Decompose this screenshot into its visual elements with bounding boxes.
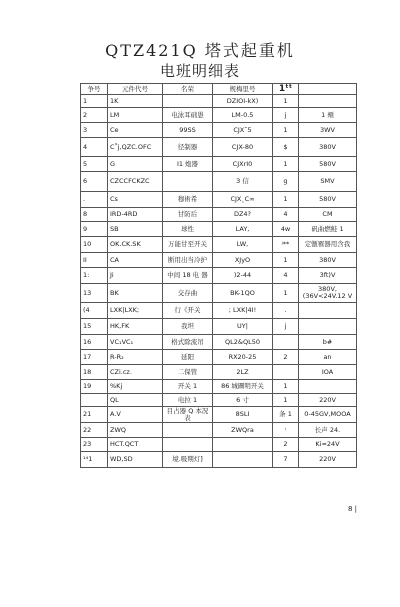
cell-qty: 1 xyxy=(273,394,299,407)
cell-qty: 1 xyxy=(273,157,299,172)
cell-code: LXK|LXK; xyxy=(108,303,163,319)
cell-spec xyxy=(299,95,357,108)
cell-name: 电拉 1 xyxy=(163,394,213,407)
cell-name: 中间 18 电 器 xyxy=(163,268,213,284)
cell-name: 我坦 xyxy=(163,319,213,335)
col-header-no: 争号 xyxy=(81,84,108,95)
cell-code: HK,FK xyxy=(108,319,163,335)
cell-spec: 0-45GV,MOOA xyxy=(299,407,357,423)
cell-no: 1: xyxy=(81,268,108,284)
document-title: QTZ421Q 塔式起重机 xyxy=(105,41,295,60)
cell-qty: ʲ** xyxy=(273,237,299,253)
table-row xyxy=(81,123,357,138)
cell-code: C˚j,QZC.OFC xyxy=(108,138,163,157)
cell-no: 23 xyxy=(81,438,108,452)
col-header-code: 元件代号 xyxy=(108,84,163,95)
cell-code: ZWQ xyxy=(108,423,163,438)
cell-model: QL2&QL50 xyxy=(213,335,273,350)
cell-code: IRD-4RD xyxy=(108,208,163,222)
table-row xyxy=(81,394,357,407)
cell-code: Ce xyxy=(108,123,163,138)
cell-name: 甘防后 xyxy=(163,208,213,222)
cell-name: 延阳 xyxy=(163,350,213,365)
cell-no: 2 xyxy=(81,108,108,123)
cell-no: 17 xyxy=(81,350,108,365)
cell-qty: 1 xyxy=(273,95,299,108)
cell-no: 18 xyxy=(81,365,108,380)
cell-model: DZ4? xyxy=(213,208,273,222)
table-row xyxy=(81,95,357,108)
cell-code: VC₁VC₁ xyxy=(108,335,163,350)
cell-model: 86 城圖明开关 xyxy=(213,380,273,394)
cell-code: LM xyxy=(108,108,163,123)
cell-name xyxy=(163,438,213,452)
cell-no: ¹⁴1 xyxy=(81,452,108,468)
cell-qty: g xyxy=(273,172,299,192)
col-header-qty: 1ᵗᵗ xyxy=(273,84,299,95)
cell-no: II xyxy=(81,253,108,268)
col-header-spec xyxy=(299,84,357,95)
cell-model: 8SLI xyxy=(213,407,273,423)
cell-spec: 580V xyxy=(299,157,357,172)
cell-name: 格式除流吊 xyxy=(163,335,213,350)
cell-model: CJX˛C∞ xyxy=(213,192,273,208)
cell-model: 6 寸 xyxy=(213,394,273,407)
cell-code: Ji xyxy=(108,268,163,284)
cell-model: XJyO xyxy=(213,253,273,268)
cell-no: 9 xyxy=(81,222,108,237)
cell-spec: Ki≈24V xyxy=(299,438,357,452)
col-header-name: 名荣 xyxy=(163,84,213,95)
cell-no: 15 xyxy=(81,319,108,335)
cell-code: OK.CK.SK xyxy=(108,237,163,253)
cell-model: DZIOI-kX) xyxy=(213,95,273,108)
table-row xyxy=(81,380,357,394)
table-row xyxy=(81,350,357,365)
cell-name: I1 炮器 xyxy=(163,157,213,172)
cell-code: G xyxy=(108,157,163,172)
page-number: 8 | xyxy=(348,505,358,513)
cell-qty: 1 xyxy=(273,253,299,268)
table-row xyxy=(81,222,357,237)
cell-qty: 4 xyxy=(273,268,299,284)
cell-code: SB xyxy=(108,222,163,237)
table-row xyxy=(81,157,357,172)
table-row xyxy=(81,303,357,319)
cell-qty: ⁱ xyxy=(273,423,299,438)
table-row xyxy=(81,284,357,303)
cell-spec: 3ft)V xyxy=(299,268,357,284)
cell-spec: 220V xyxy=(299,452,357,468)
cell-name: 99SS xyxy=(163,123,213,138)
cell-name: 电泳耳础愚 xyxy=(163,108,213,123)
cell-name: 境.吸期灯] xyxy=(163,452,213,468)
cell-qty: 2 xyxy=(273,350,299,365)
table-header-row xyxy=(81,84,357,95)
cell-code: Cs xyxy=(108,192,163,208)
cell-no: 1 xyxy=(81,95,108,108)
cell-no: 8 xyxy=(81,208,108,222)
table-body xyxy=(81,95,357,468)
cell-spec: 580V xyxy=(299,192,357,208)
cell-name: 穆術希 xyxy=(163,192,213,208)
table-row xyxy=(81,253,357,268)
cell-qty: 1 xyxy=(273,192,299,208)
cell-model: RX20-25 xyxy=(213,350,273,365)
cell-code: BK xyxy=(108,284,163,303)
cell-spec: 380V xyxy=(299,138,357,157)
table-row xyxy=(81,192,357,208)
cell-no: 16 xyxy=(81,335,108,350)
table-row xyxy=(81,365,357,380)
cell-qty: 7 xyxy=(273,452,299,468)
cell-model: LM-0.5 xyxy=(213,108,273,123)
cell-name xyxy=(163,95,213,108)
cell-no: 22 xyxy=(81,423,108,438)
cell-spec: 380V xyxy=(299,253,357,268)
cell-no: 13 xyxy=(81,284,108,303)
cell-code: CA xyxy=(108,253,163,268)
cell-model: )2-44 xyxy=(213,268,273,284)
table-row xyxy=(81,452,357,468)
cell-name: 二保管 xyxy=(163,365,213,380)
cell-code: A.V xyxy=(108,407,163,423)
cell-model: LW, xyxy=(213,237,273,253)
cell-name: 行《开关 xyxy=(163,303,213,319)
cell-spec xyxy=(299,319,357,335)
cell-model xyxy=(213,438,273,452)
cell-qty: j xyxy=(273,319,299,335)
cell-code: QL xyxy=(108,394,163,407)
cell-no: 3 xyxy=(81,123,108,138)
table-row xyxy=(81,268,357,284)
cell-qty: 2 xyxy=(273,438,299,452)
cell-spec: 3WV xyxy=(299,123,357,138)
cell-spec: 220V xyxy=(299,394,357,407)
cell-no: (4 xyxy=(81,303,108,319)
cell-spec: 定甑罹器用含我 xyxy=(299,237,357,253)
cell-model: CJX˜5 xyxy=(213,123,273,138)
document-subtitle: 电班明细表 xyxy=(159,62,240,80)
cell-model: BK-1QO xyxy=(213,284,273,303)
cell-model: 2LZ xyxy=(213,365,273,380)
cell-qty: 1 xyxy=(273,380,299,394)
cell-name: 球性 xyxy=(163,222,213,237)
parts-table xyxy=(80,83,357,468)
cell-spec: 矾曲燃鮭 1 xyxy=(299,222,357,237)
cell-spec xyxy=(299,303,357,319)
col-header-model: 规梅里号 xyxy=(213,84,273,95)
cell-name: 交存曲 xyxy=(163,284,213,303)
cell-qty xyxy=(273,335,299,350)
table-row xyxy=(81,108,357,123)
cell-name: 断用出当冷护 xyxy=(163,253,213,268)
cell-name: 目占器 Q 本况 表 xyxy=(163,407,213,423)
cell-spec: IOA xyxy=(299,365,357,380)
cell-code: 1K xyxy=(108,95,163,108)
cell-code: %Kj xyxy=(108,380,163,394)
table-row xyxy=(81,237,357,253)
table-row xyxy=(81,407,357,423)
cell-qty: 4w xyxy=(273,222,299,237)
table-row xyxy=(81,138,357,157)
cell-name xyxy=(163,172,213,192)
cell-model: 3 信 xyxy=(213,172,273,192)
cell-qty: 条 1 xyxy=(273,407,299,423)
table-row xyxy=(81,335,357,350)
cell-code: CZi.cz. xyxy=(108,365,163,380)
cell-no: 4 xyxy=(81,138,108,157)
cell-spec: an xyxy=(299,350,357,365)
table-row xyxy=(81,172,357,192)
cell-name: 径制器 xyxy=(163,138,213,157)
cell-qty: j xyxy=(273,108,299,123)
cell-model xyxy=(213,452,273,468)
cell-model: ZWQra xyxy=(213,423,273,438)
cell-name: 万能甘至开关 xyxy=(163,237,213,253)
cell-spec xyxy=(299,380,357,394)
table-row xyxy=(81,319,357,335)
cell-qty xyxy=(273,365,299,380)
cell-qty: 4 xyxy=(273,208,299,222)
table-row xyxy=(81,423,357,438)
cell-qty: 1 xyxy=(273,123,299,138)
cell-no: 19 xyxy=(81,380,108,394)
cell-model: CJX-80 xyxy=(213,138,273,157)
cell-qty: 1 xyxy=(273,284,299,303)
cell-name: 开关 1 xyxy=(163,380,213,394)
cell-qty: $ xyxy=(273,138,299,157)
cell-no: 21 xyxy=(81,407,108,423)
cell-no: 10 xyxy=(81,237,108,253)
cell-qty: . xyxy=(273,303,299,319)
cell-name xyxy=(163,423,213,438)
cell-spec: 1 頰 xyxy=(299,108,357,123)
cell-code: R-R₂ xyxy=(108,350,163,365)
cell-spec: 长声 24. xyxy=(299,423,357,438)
cell-model: UY| xyxy=(213,319,273,335)
table-row xyxy=(81,208,357,222)
cell-code: CZCCFCKZC xyxy=(108,172,163,192)
cell-spec: CM xyxy=(299,208,357,222)
cell-no xyxy=(81,394,108,407)
cell-no: 5 xyxy=(81,157,108,172)
cell-model: LAY, xyxy=(213,222,273,237)
cell-spec: 380V,(36V<24V.12 V xyxy=(299,284,357,303)
table-row xyxy=(81,438,357,452)
cell-spec: b# xyxy=(299,335,357,350)
cell-no: . xyxy=(81,192,108,208)
cell-model: ; LXK|4I! xyxy=(213,303,273,319)
cell-code: HCT.QCT xyxy=(108,438,163,452)
cell-spec: SMV xyxy=(299,172,357,192)
cell-no: 6 xyxy=(81,172,108,192)
cell-model: CJXrI0 xyxy=(213,157,273,172)
cell-code: WD,SD xyxy=(108,452,163,468)
